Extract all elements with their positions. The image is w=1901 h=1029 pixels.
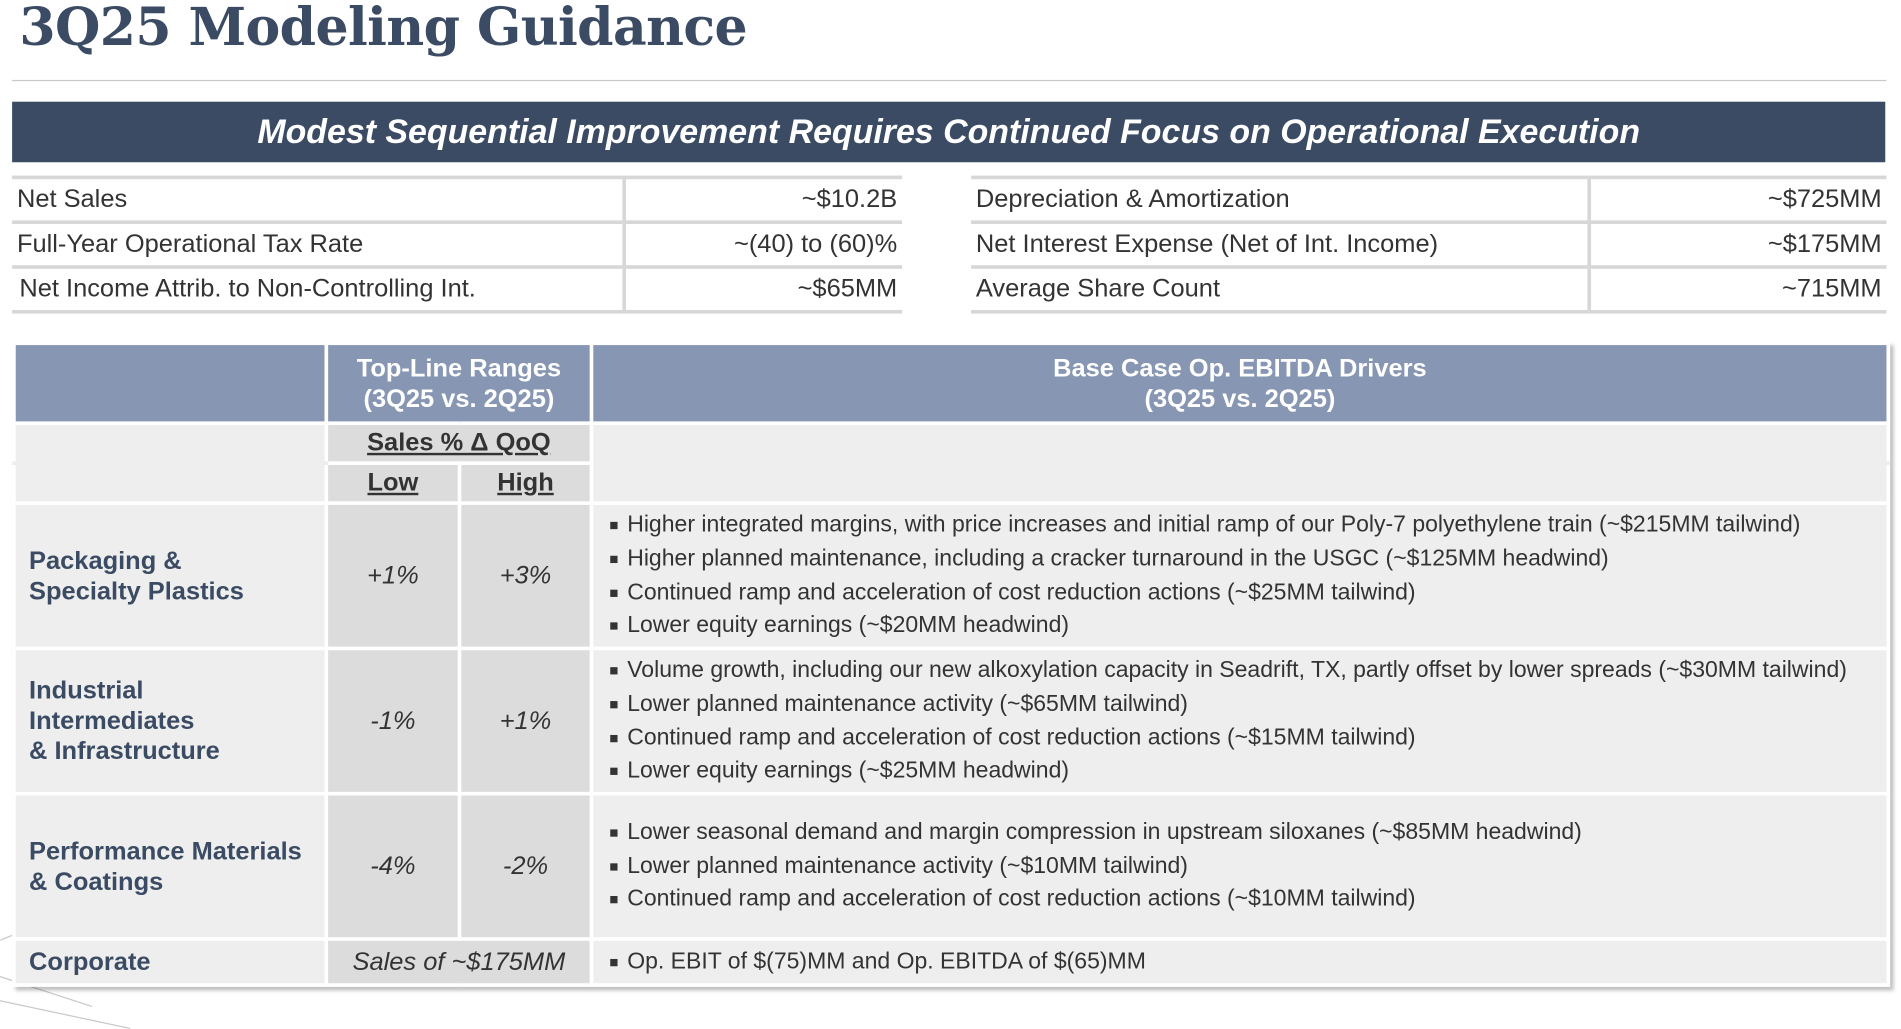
header-topline-title: Top-Line Ranges <box>356 354 562 383</box>
driver-item: Higher integrated margins, with price increases and initial ramp of our Poly-7 polyethylene train (~$215MM tailwind) <box>609 509 1886 542</box>
sales-high-value: -2% <box>460 794 592 939</box>
driver-item: Continued ramp and acceleration of cost reduction actions (~$15MM tailwind) <box>609 721 1886 754</box>
sales-low-value: -4% <box>326 794 459 939</box>
header-drivers-title: Base Case Op. EBITDA Drivers <box>1053 354 1427 383</box>
header-blank-cell <box>14 343 326 423</box>
blank-cell <box>14 463 326 503</box>
drivers-list <box>609 654 1886 788</box>
guidance-value: ~(40) to (60)% <box>624 222 902 267</box>
table-header-row <box>14 343 1888 423</box>
subheader-row <box>14 463 1888 503</box>
guidance-label: Full-Year Operational Tax Rate <box>12 222 623 267</box>
guidance-value: ~715MM <box>1589 267 1887 312</box>
blank-cell <box>591 423 1888 463</box>
banner-headline: Modest Sequential Improvement Requires Continued Focus on Operational Execution <box>12 102 1885 163</box>
driver-item: Lower planned maintenance activity (~$65MM tailwind) <box>609 688 1886 721</box>
decorative-line <box>0 1000 130 1029</box>
driver-item: Lower seasonal demand and margin compression in upstream siloxanes (~$85MM headwind) <box>609 816 1886 849</box>
guidance-label: Depreciation & Amortization <box>971 177 1589 222</box>
guidance-row <box>971 222 1886 267</box>
guidance-value: ~$10.2B <box>801 185 898 214</box>
segment-name-line: Specialty Plastics <box>29 576 244 605</box>
subheader-row <box>14 423 1888 463</box>
sales-low-value: +1% <box>326 503 459 648</box>
guidance-label: Average Share Count <box>971 267 1589 312</box>
segment-name <box>14 648 326 793</box>
drivers-cell <box>591 794 1888 939</box>
driver-item: Op. EBIT of $(75)MM and Op. EBITDA of $(65)MM <box>609 945 1886 978</box>
title-divider <box>12 80 1886 81</box>
driver-item: Lower equity earnings (~$20MM headwind) <box>609 609 1886 642</box>
guidance-label: Net Interest Expense (Net of Int. Income) <box>971 222 1589 267</box>
driver-item: Continued ramp and acceleration of cost reduction actions (~$10MM tailwind) <box>609 883 1886 916</box>
drivers-cell <box>591 939 1888 985</box>
driver-item: Continued ramp and acceleration of cost reduction actions (~$25MM tailwind) <box>609 576 1886 609</box>
header-drivers-period: (3Q25 vs. 2Q25) <box>1144 384 1336 413</box>
drivers-list <box>609 945 1886 978</box>
drivers-cell <box>591 503 1888 648</box>
driver-item: Volume growth, including our new alkoxylation capacity in Seadrift, TX, partly offset by lower spreads (~$30MM tailwind) <box>609 654 1886 687</box>
guidance-row <box>971 267 1886 312</box>
segment-name-line: & Coatings <box>29 867 164 896</box>
guidance-row <box>12 267 902 312</box>
blank-cell <box>591 463 1888 503</box>
guidance-label: Net Income Attrib. to Non-Controlling Int. <box>12 267 623 312</box>
table-row <box>14 503 1888 648</box>
table-row <box>14 794 1888 939</box>
guidance-row <box>12 222 902 267</box>
page-title: 3Q25 Modeling Guidance <box>19 0 747 59</box>
guidance-row <box>12 177 902 222</box>
segment-name-line: Performance Materials <box>29 837 302 866</box>
segment-name: Corporate <box>14 939 326 985</box>
guidance-table-right <box>971 176 1886 314</box>
driver-item: Higher planned maintenance, including a cracker turnaround in the USGC (~$125MM headwind) <box>609 542 1886 575</box>
guidance-value: ~$725MM <box>1767 185 1882 214</box>
header-topline-ranges <box>326 343 591 423</box>
table-row <box>14 648 1888 793</box>
driver-item: Lower equity earnings (~$25MM headwind) <box>609 754 1886 787</box>
segment-name-line: Industrial <box>29 676 144 705</box>
sales-high-value: +1% <box>460 648 592 793</box>
segment-name <box>14 794 326 939</box>
guidance-row <box>971 177 1886 222</box>
sales-change-subheader: Sales % Δ QoQ <box>326 423 591 463</box>
blank-cell <box>14 423 326 463</box>
segment-name-line: Intermediates <box>29 707 195 735</box>
corporate-sales-value: Sales of ~$175MM <box>326 939 591 985</box>
drivers-list <box>609 816 1886 916</box>
sales-high-value: +3% <box>460 503 592 648</box>
guidance-label: Net Sales <box>12 177 623 222</box>
sales-low-value: -1% <box>326 648 459 793</box>
guidance-value: ~$65MM <box>624 267 902 312</box>
header-ebitda-drivers <box>591 343 1888 423</box>
drivers-list <box>609 509 1886 643</box>
low-column-label: Low <box>326 463 459 503</box>
driver-item: Lower planned maintenance activity (~$10MM tailwind) <box>609 850 1886 883</box>
high-column-label: High <box>460 463 592 503</box>
segment-drivers-table <box>12 341 1890 986</box>
table-row <box>14 939 1888 985</box>
drivers-cell <box>591 648 1888 793</box>
segment-name-line: Packaging & <box>29 546 182 575</box>
guidance-table-left <box>12 176 902 314</box>
guidance-value: ~$175MM <box>1589 222 1887 267</box>
header-topline-period: (3Q25 vs. 2Q25) <box>363 384 555 413</box>
segment-name <box>14 503 326 648</box>
segment-name-line: & Infrastructure <box>29 737 220 766</box>
